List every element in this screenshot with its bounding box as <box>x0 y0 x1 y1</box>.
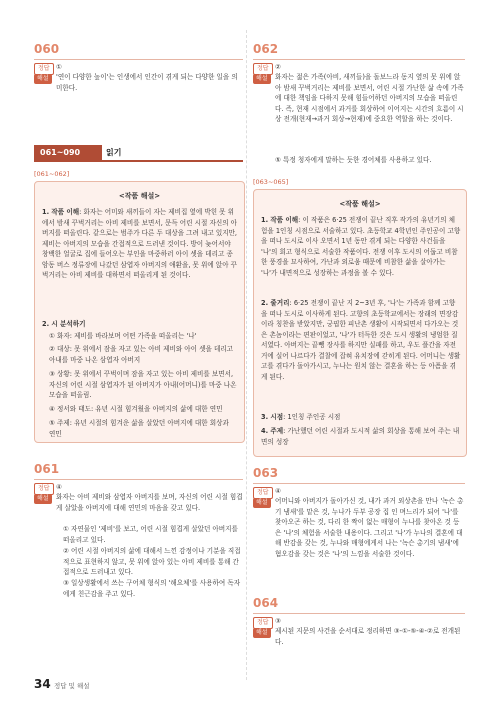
question-number: 064 <box>253 596 279 610</box>
question-rule <box>253 483 465 484</box>
answer-tag: 정답 <box>253 617 273 629</box>
answer-value: ① <box>56 63 62 71</box>
item-title: 1. 작품 이해 <box>42 208 80 216</box>
answer-value: ③ <box>275 617 281 625</box>
item-viewpoint <box>261 412 461 423</box>
column-divider <box>246 30 247 680</box>
bullet-item: ③ 상황: 못 위에서 꾸벅이며 잠을 자고 있는 아비 제비를 보면서, 자신의 어린 시절 삼엽자가 된 아버지가 아내(어머니)를 마중 나온 모습을 떠올림. <box>49 370 237 399</box>
item-title: 3. 시점 <box>261 413 284 421</box>
page-number: 34 <box>34 677 51 691</box>
item-work-understanding <box>42 207 238 281</box>
section-range: 061~090 <box>34 145 102 161</box>
bullet-item: ④ 정서와 태도: 유년 시절 힘겨웠을 아버지의 삶에 대한 연민 <box>49 405 223 413</box>
item-text: : 가난했던 어린 시절과 도시적 삶의 회상을 통해 보여 주는 내면의 성장 <box>261 427 460 446</box>
item-title: 2. 줄거리 <box>261 299 290 307</box>
item-title: 2. 시 분석하기 <box>42 320 86 328</box>
commentary-box <box>34 181 245 443</box>
explanation-text: 화자는 젊은 가족(아비, 새끼들)을 돌보느라 동지 옆의 못 위에 앉아 밤새 꾸벅거리는 제비를 보면서, 어린 시절 가난한 삶 속에 가족에 대한 책임을 다하지 못해 힘들어하던 아버지의 모습을 떠올린다. 즉, 현재 시점에서 과거를 회상하여 이어지는 시간의 흐름이 시상 전개(현재→과거 회상→현재)에 중요한 역할을 하는 것이다. <box>275 73 464 123</box>
box-title: <작품 해설> <box>339 200 381 208</box>
answer-tag: 정답 <box>253 487 273 499</box>
explanation-text: '연이 다양한 높이'는 인생에서 인간이 겪게 되는 다양한 일을 의미한다. <box>56 73 238 92</box>
section-banner <box>34 145 243 161</box>
section-title: 읽기 <box>106 148 122 157</box>
bullet-item: ① 화자: 제비를 바라보며 어떤 가족을 떠올리는 '나' <box>49 332 197 340</box>
explain-tag: 해설 <box>253 628 271 638</box>
question-rule <box>34 59 243 60</box>
answer-tag: 정답 <box>253 63 273 75</box>
answer-tag: 정답 <box>34 483 54 495</box>
explain-tag: 해설 <box>34 74 52 84</box>
question-rule <box>253 59 465 60</box>
option-note: ② 어린 시절 아버지의 삶에 대해서 느낀 감정이나 기분을 직접적으로 표현하지 않고, 못 위에 앉아 있는 아비 제비를 통해 간접적으로 드러내고 있다. <box>63 547 241 576</box>
answer-value: ② <box>275 63 281 71</box>
explanation-text: 제시된 지문의 사건을 순서대로 정리하면 ③-①-⑤-④-②로 전개된다. <box>275 627 461 646</box>
explanation-text: 어머니와 아버지가 돌아가신 것, 내가 과거 외상촌을 만나 '녹슨 총기 냄새'를 맡은 것, 누나가 두부 공장 집 인 며느리가 되어 '나'를 찾아오곤 하는 것, 다리 한 짝이 없는 매형이 누나를 찾아온 것 등은 '나'의 체험을 서술한 내용이다. 그리고 '나'가 누나의 결혼에 대해 반감을 갖는 것, 누나와 매형에게서 나는 '녹슨 총기의 냄새'에 혐오감을 갖는 것은 '나'의 느낌을 서술한 것이다. <box>275 497 464 558</box>
item-title: 1. 작품 이해 <box>261 216 299 224</box>
item-text: : 화자는 어미와 새끼들이 자는 제비집 옆에 박힌 못 위에서 밤새 꾸벅거리는 아비 제비를 보면서, 문득 어린 시절 자신의 아버지를 떠올린다. 같으로는 범주가 다른 두 대상을 그려 내고 있지만, 제비는 아버지의 모습을 간접적으로 드러낸 것이다. 방이 늦어서야 창백한 얼굴로 집에 들어오는 부인을 마중하러 아이 셋을 데리고 종암동 버스 정류장에 나갔던 삼엽자 아버지의 애환을, 못 위에 앉아 꾸벅거리는 아비 제비를 대하면서 떠올리게 된 것이다. <box>42 208 238 279</box>
bullet-item: ⑤ 주제: 유년 시절의 힘겨운 삶을 살았던 아버지에 대한 회상과 연민 <box>49 419 229 438</box>
item-text: : 이 작품은 6·25 전쟁이 끝난 직후 작가의 유년기의 체험을 1인칭 시점으로 서술하고 있다. 초등학교 4학년인 주인공이 고향을 떠나 도시로 이사 오면서 1년 동안 겪게 되는 다양한 사건들을 '나'의 회고 형식으로 서술한 작품이다. 전쟁 이후 도시의 어둡고 비참한 풍경을 묘사하여, 가난과 외로움 때문에 비참한 삶을 살아가는 '나'가 내면적으로 성장하는 과정을 볼 수 있다. <box>261 216 461 277</box>
item-work-understanding <box>261 215 461 278</box>
group-range: [061~062] <box>34 170 70 178</box>
bullet-item: ② 대상: 못 위에서 잠을 자고 있는 아비 제비와 아이 셋을 데리고 아내를 마중 나온 삼엽자 아버지 <box>49 345 234 364</box>
footer-label: 정답 및 해설 <box>54 682 90 690</box>
item-title: 4. 주제 <box>261 427 284 435</box>
item-plot <box>261 298 461 382</box>
commentary-box <box>253 189 467 457</box>
answer-value: ④ <box>56 483 62 491</box>
answer-value: ④ <box>275 487 281 495</box>
item-theme <box>261 426 461 447</box>
question-rule <box>34 479 243 480</box>
answer-tag: 정답 <box>34 63 54 75</box>
question-number: 060 <box>34 42 60 56</box>
explain-tag: 해설 <box>34 494 52 504</box>
box-title: <작품 해설> <box>118 192 161 200</box>
item-text: : 1인칭 주인공 시점 <box>283 413 341 421</box>
explain-tag: 해설 <box>253 498 271 508</box>
option-note: ⑤ 특정 청자에게 말하는 듯한 경어체를 사용하고 있다. <box>275 156 432 164</box>
question-number: 063 <box>253 466 279 480</box>
group-range: [063~065] <box>253 178 289 186</box>
option-note: ③ 일상생활에서 쓰는 구어체 형식의 '해요체'를 사용하여 독자에게 친근감을 주고 있다. <box>63 579 241 598</box>
explanation-text: 화자는 아비 제비와 삼엽자 아버지를 보며, 자신의 어린 시절 힘겹게 살았을 아버지에 대해 연민의 마음을 갖고 있다. <box>56 493 243 512</box>
section-rule <box>34 160 243 162</box>
option-note: ① 자연물인 '제비'를 보고, 어린 시절 힘겹게 살았던 아버지를 떠올리고 있다. <box>63 525 238 544</box>
question-number: 061 <box>34 462 60 476</box>
question-number: 062 <box>253 42 279 56</box>
explain-tag: 해설 <box>253 74 271 84</box>
item-text: : 6·25 전쟁이 끝난 지 2~3년 후, '나'는 가족과 함께 고향을 떠나 도시로 이사하게 된다. 고향의 초등학교에서는 장래의 면장감이라 칭찬을 받았지만, 궁핍한 피난촌 생활이 시작되면서 다가오는 것은 촌놈이라는 편판이었고, '나'가 터득한 것은 도시 생활의 냉엄한 질서였다. 아버지는 끝뺑 장사를 하지만 실패를 하고, 우도 플간을 자전거에 실어 나르다가 결찰에 잡혀 유치장에 갇히게 된다. 어머니는 생활고를 겪다가 돌아가시고, 누나는 원치 않는 결혼을 하는 등 아픔을 겪게 된다. <box>261 299 461 381</box>
question-rule <box>253 613 465 614</box>
